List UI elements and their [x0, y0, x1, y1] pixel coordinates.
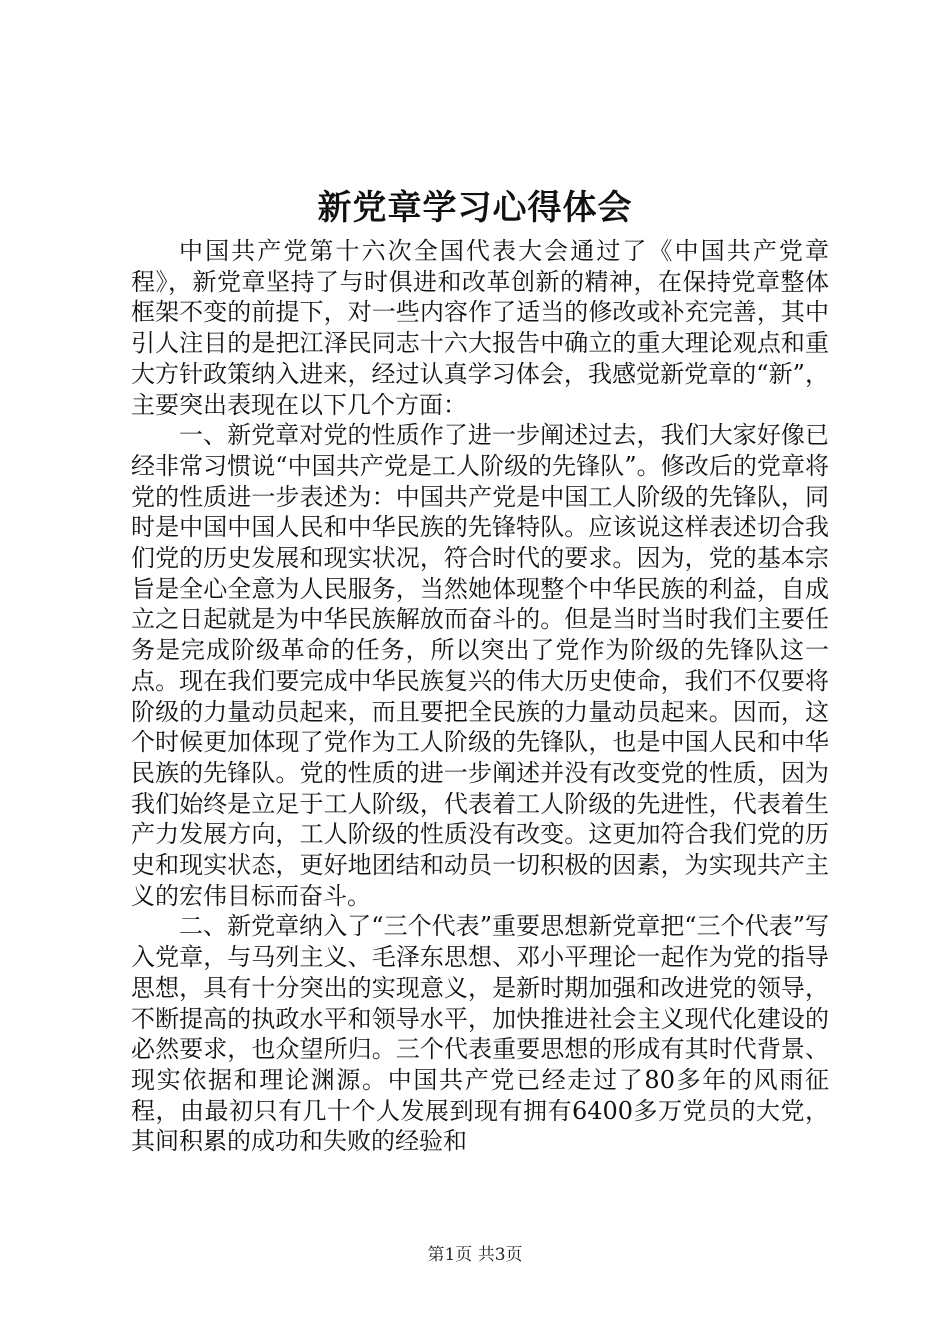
paragraph-intro: 中国共产党第十六次全国代表大会通过了《中国共产党章程》，新党章坚持了与时俱进和改革创新的精神，在保持党章整体框架不变的前提下，对一些内容作了适当的修改或补充完善，其中引人注目的是把江泽民同志十六大报告中确立的重大理论观点和重大方针政策纳入进来，经过认真学习体会，我感觉新党章的“新”，主要突出表现在以下几个方面： [131, 237, 829, 419]
page-number-footer: 第1页 共3页 [427, 1245, 523, 1265]
document-body [131, 236, 829, 1157]
paragraph-section-two: 二、新党章纳入了“三个代表”重要思想新党章把“三个代表”写入党章，与马列主义、毛泽东思想、邓小平理论一起作为党的指导思想，具有十分突出的实现意义，是新时期加强和改进党的领导，不断提高的执政水平和领导水平，加快推进社会主义现代化建设的必然要求，也众望所归。三个代表重要思想的形成有其时代背景、现实依据和理论渊源。中国共产党已经走过了80多年的风雨征程，由最初只有几十个人发展到现有拥有6400多万党员的大党，其间积累的成功和失败的经验和 [131, 912, 829, 1156]
paragraph-section-one: 一、新党章对党的性质作了进一步阐述过去，我们大家好像已经非常习惯说“中国共产党是工人阶级的先锋队”。修改后的党章将党的性质进一步表述为：中国共产党是中国工人阶级的先锋队，同时是中国中国人民和中华民族的先锋特队。应该说这样表述切合我们党的历史发展和现实状况，符合时代的要求。因为，党的基本宗旨是全心全意为人民服务，当然她体现整个中华民族的利益，自成立之日起就是为中华民族解放而奋斗的。但是当时当时我们主要任务是完成阶级革命的任务，所以突出了党作为阶级的先锋队这一点。现在我们要完成中华民族复兴的伟大历史使命，我们不仅要将阶级的力量动员起来，而且要把全民族的力量动员起来。因而，这个时候更加体现了党作为工人阶级的先锋队，也是中国人民和中华民族的先锋队。党的性质的进一步阐述并没有改变党的性质，因为我们始终是立足于工人阶级，代表着工人阶级的先进性，代表着生产力发展方向，工人阶级的性质没有改变。这更加符合我们党的历史和现实状态，更好地团结和动员一切积极的因素，为实现共产主义的宏伟目标而奋斗。 [131, 421, 829, 910]
document-title: 新党章学习心得体会 [317, 188, 633, 228]
